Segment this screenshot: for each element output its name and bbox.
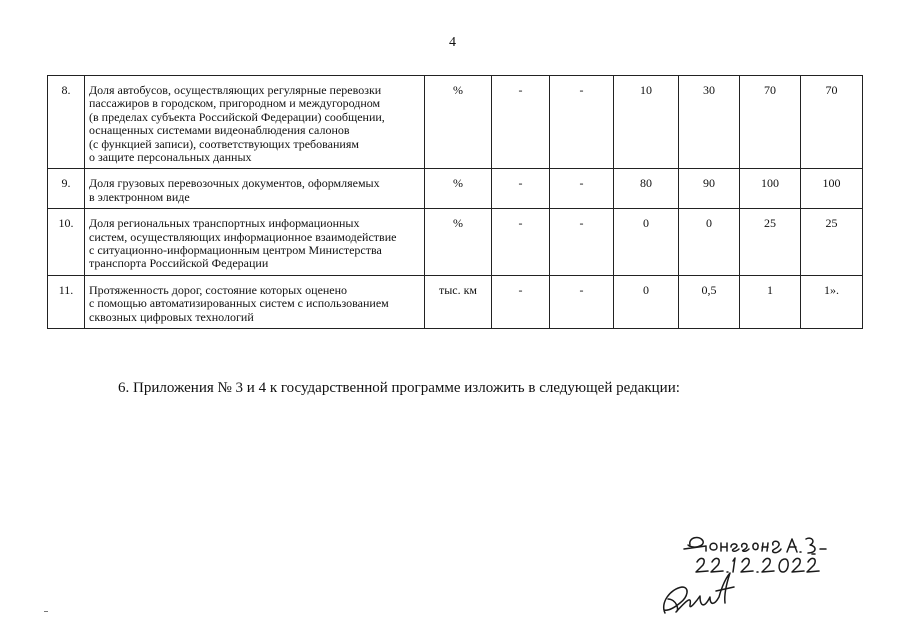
page-number: 4 xyxy=(449,35,456,50)
amendment-paragraph: 6. Приложения № 3 и 4 к государственной программе изложить в следующей редакции: xyxy=(118,380,680,396)
indicator-name-line: Доля региональных транспортных информационных xyxy=(89,216,360,231)
value-cell: 1 xyxy=(740,275,801,328)
row-number: 11. xyxy=(48,275,85,328)
indicator-name-line: сквозных цифровых технологий xyxy=(89,309,254,324)
value-cell: 10 xyxy=(614,76,679,169)
indicator-name-line: транспорта Российской Федерации xyxy=(89,256,269,271)
indicator-name xyxy=(85,169,425,209)
table-row xyxy=(48,275,863,328)
indicator-name-line: с помощью автоматизированных систем с использованием xyxy=(89,296,389,311)
table-row xyxy=(48,169,863,209)
row-number: 10. xyxy=(48,209,85,276)
indicator-name xyxy=(85,275,425,328)
value-cell: - xyxy=(550,169,614,209)
indicator-name-line: Доля автобусов, осуществляющих регулярные перевозки xyxy=(89,83,382,97)
table-row xyxy=(48,76,863,169)
value-cell: 0 xyxy=(614,275,679,328)
indicators-table xyxy=(47,75,863,329)
indicator-name-line: систем, осуществляющих информационное взаимодействие xyxy=(89,229,397,244)
value-cell: - xyxy=(492,209,550,276)
indicator-name xyxy=(85,209,425,276)
value-cell: - xyxy=(492,275,550,328)
indicator-name-line: оснащенных системами видеонаблюдения салонов xyxy=(89,123,350,138)
value-cell: 100 xyxy=(801,169,863,209)
row-number: 9. xyxy=(48,169,85,209)
value-cell: 1». xyxy=(801,275,863,328)
table-body xyxy=(48,76,863,329)
value-cell: - xyxy=(492,169,550,209)
value-cell: 70 xyxy=(801,76,863,169)
value-cell: 30 xyxy=(679,76,740,169)
value-cell: 0,5 xyxy=(679,275,740,328)
value-cell: 90 xyxy=(679,169,740,209)
value-cell: 0 xyxy=(614,209,679,276)
value-cell: 0 xyxy=(679,209,740,276)
indicator-name-line: Протяженность дорог, состояние которых оценено xyxy=(89,282,348,297)
indicator-name xyxy=(85,76,425,169)
value-cell: 25 xyxy=(801,209,863,276)
handwritten-signature xyxy=(640,525,870,625)
unit-cell: тыс. км xyxy=(425,275,492,328)
scan-artifact xyxy=(44,611,48,612)
indicator-name-line: Доля грузовых перевозочных документов, оформляемых xyxy=(89,176,380,191)
value-cell: 25 xyxy=(740,209,801,276)
row-number: 8. xyxy=(48,76,85,169)
value-cell: - xyxy=(550,76,614,169)
value-cell: - xyxy=(492,76,550,169)
value-cell: - xyxy=(550,209,614,276)
indicator-name-line: о защите персональных данных xyxy=(89,150,252,165)
unit-cell: % xyxy=(425,209,492,276)
value-cell: - xyxy=(550,275,614,328)
indicator-name-line: (в пределах субъекта Российской Федерации) сообщении, xyxy=(89,109,385,124)
table-row xyxy=(48,209,863,276)
indicator-name-line: в электронном виде xyxy=(89,189,190,204)
indicator-name-line: с ситуационно-информационным центром Министерства xyxy=(89,243,382,258)
value-cell: 100 xyxy=(740,169,801,209)
value-cell: 70 xyxy=(740,76,801,169)
indicator-name-line: пассажиров в городском, пригородном и междугородном xyxy=(89,96,381,111)
indicator-name-line: (с функцией записи), соответствующих требованиям xyxy=(89,136,359,151)
unit-cell: % xyxy=(425,76,492,169)
value-cell: 80 xyxy=(614,169,679,209)
unit-cell: % xyxy=(425,169,492,209)
